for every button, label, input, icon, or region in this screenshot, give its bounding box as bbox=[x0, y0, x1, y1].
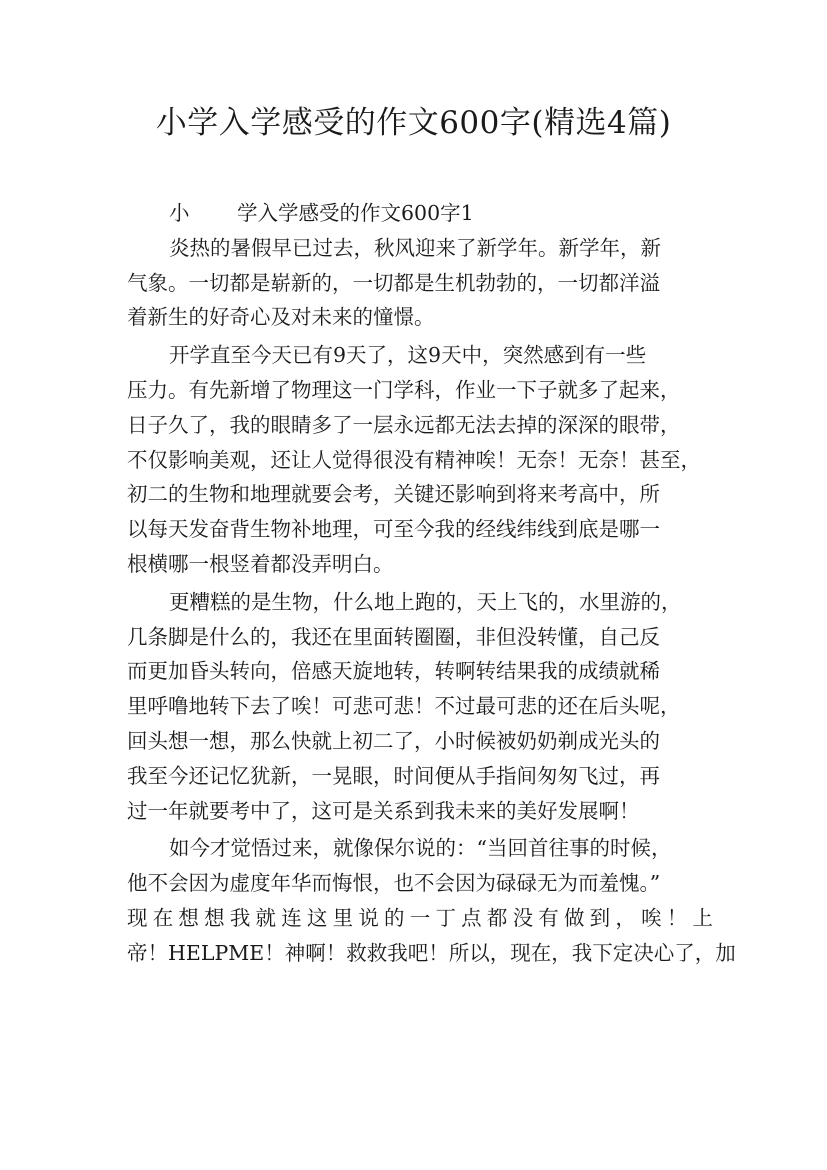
paragraph-line: 更糟糕的是生物，什么地上跑的，天上飞的，水里游的， bbox=[169, 589, 682, 614]
paragraph-line: 根横哪一根竖着都没弄明白。 bbox=[127, 551, 394, 576]
document-body bbox=[127, 196, 736, 971]
paragraph-line: 我至今还记忆犹新，一晃眼，时间便从手指间匆匆飞过，再 bbox=[127, 763, 660, 788]
paragraph-line: 里呼噜地转下去了唉！可悲可悲！不过最可悲的还在后头呢， bbox=[127, 694, 681, 719]
paragraph-line: 着新生的好奇心及对未来的憧憬。 bbox=[127, 305, 435, 330]
paragraph-line: 开学直至今天已有9天了，这9天中，突然感到有一些 bbox=[169, 343, 647, 368]
paragraph-line: 初二的生物和地理就要会考，关键还影响到将来考高中，所 bbox=[127, 482, 660, 507]
paragraph-line: 以每天发奋背生物补地理，可至今我的经线纬线到底是哪一 bbox=[127, 517, 660, 542]
section-heading bbox=[127, 196, 713, 231]
paragraph-line: 如今才觉悟过来，就像保尔说的：“当回首往事的时候， bbox=[169, 836, 672, 861]
paragraph-line: 压力。有先新增了物理这一门学科，作业一下子就多了起来， bbox=[127, 377, 681, 402]
paragraph-line: 他不会因为虚度年华而悔恨，也不会因为碌碌无为而羞愧。” bbox=[127, 871, 661, 896]
paragraph-line: 现在想想我就连这里说的一丁点都没有做到，唉！上 bbox=[127, 905, 713, 930]
paragraph-line: 不仅影响美观，还让人觉得很没有精神唉！无奈！无奈！甚至， bbox=[127, 447, 701, 472]
paragraph-line: 帝！HELPME！神啊！救救我吧！所以，现在，我下定决心了，加 bbox=[127, 940, 736, 965]
paragraph-line: 气象。一切都是崭新的，一切都是生机勃勃的，一切都洋溢 bbox=[127, 270, 660, 295]
section-heading-part2: 学入学感受的作文600字1 bbox=[237, 201, 474, 225]
paragraph-line: 而更加昏头转向，倍感天旋地转，转啊转结果我的成绩就稀 bbox=[127, 659, 660, 684]
paragraph-line: 炎热的暑假早已过去，秋风迎来了新学年。新学年，新 bbox=[169, 235, 661, 260]
paragraph-line: 日子久了，我的眼睛多了一层永远都无法去掉的深深的眼带， bbox=[127, 412, 681, 437]
section-heading-part1: 小 bbox=[169, 201, 190, 225]
paragraph-line: 过一年就要考中了，这可是关系到我未来的美好发展啊！ bbox=[127, 798, 640, 823]
paragraph-line: 回头想一想，那么快就上初二了，小时候被奶奶剃成光头的 bbox=[127, 728, 660, 753]
paragraph-line: 几条脚是什么的，我还在里面转圈圈，非但没转懂，自己反 bbox=[127, 624, 660, 649]
document-title: 小学入学感受的作文600字(精选4篇) bbox=[155, 105, 672, 141]
